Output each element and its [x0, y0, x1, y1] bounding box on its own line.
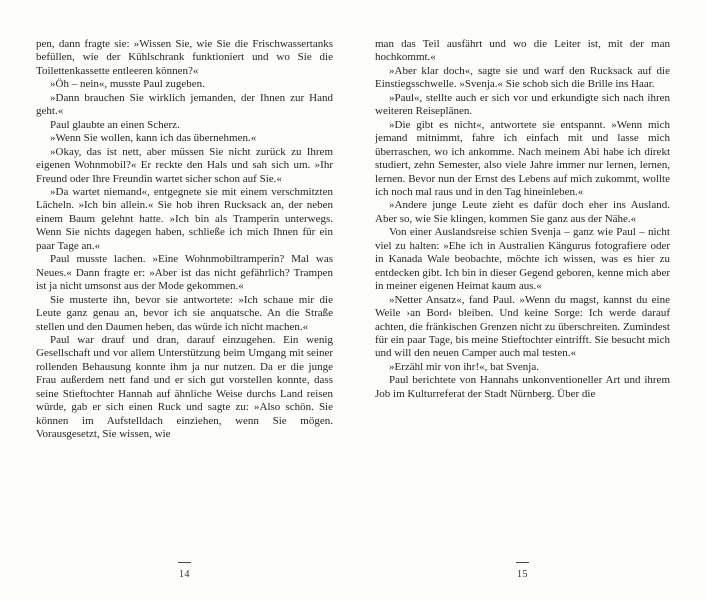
paragraph: pen, dann fragte sie: »Wissen Sie, wie Sie die Frischwassertanks befüllen, wie der Kühlschrank funktioniert und wo Sie die Toilettenkassette entleeren können?«	[36, 38, 333, 77]
paragraph: »Aber klar doch«, sagte sie und warf den Rucksack auf die Einstiegsschwelle. »Svenja.« Sie schob sich die Brille ins Haar.	[375, 64, 670, 91]
paragraph: Paul musste lachen. »Eine Wohnmobiltramperin? Mal was Neues.« Dann fragte er: »Aber ist das nicht gefährlich? Trampen ist ja nicht umsonst aus der Mode gekommen.«	[36, 253, 333, 293]
paragraph: »Öh – nein«, musste Paul zugeben.	[50, 78, 205, 91]
paragraph: »Die gibt es nicht«, antwortete sie entspannt. »Wenn mich jemand mitnimmt, fahre ich einfach mit und lasse mich überraschen, wo ich ankomme. Nach meinem Abi habe ich direkt studiert, zehn Semester, also viele Jahre immer nur lernen, lernen, lernen. Bevor nun der Ernst des Lebens auf mich zukommt, wollte ich noch mal raus und in den Tag hineinleben.«	[375, 118, 670, 198]
paragraph: »Da wartet niemand«, entgegnete sie mit einem verschmitzten Lächeln. »Ich bin allein.« Sie hob ihren Rucksack an, der neben einem Baum gelehnt hatte. »Ich bin als Tramperin unterwegs. Wenn Sie nichts dagegen haben, schließe ich mich Ihnen für ein paar Tage an.«	[36, 185, 333, 252]
paragraph: Von einer Auslandsreise schien Svenja – ganz wie Paul – nicht viel zu halten: »Ehe ich in Australien Kängurus fotografiere oder in Kanada Wale beobachte, möchte ich wissen, was es hier zu entdecken gibt. Ich bin in dieser Gegend geboren, kenne mich aber in meiner eigenen Heimat kaum aus.«	[375, 226, 670, 293]
paragraph: Sie musterte ihn, bevor sie antwortete: »Ich schaue mir die Leute ganz genau an, bevor ich sie anquatsche. An die Straße stellen und den Daumen heben, das würde ich nicht machen.«	[36, 293, 333, 333]
paragraph: Paul glaubte an einen Scherz.	[50, 118, 180, 131]
page-left-footer-rule	[178, 562, 191, 563]
page-right-footer	[375, 562, 670, 580]
page-left-number: 14	[179, 569, 190, 580]
paragraph: Paul war drauf und dran, darauf einzugehen. Ein wenig Gesellschaft und vor allem Unterstützung beim Umgang mit seiner rollenden Behausung konnte ihm ja nur nutzen. Da er die junge Frau außerdem nett fand und er sich gut vorstellen konnte, dass seine Stieftochter Hannah auf ähnliche Weise durchs Land reisen würde, gab er sich einen Ruck und sagte zu: »Also schön. Sie können im Aufstelldach einziehen, wenn Sie mögen. Vorausgesetzt, Sie wissen, wie	[36, 333, 333, 441]
page-left-text	[36, 38, 333, 542]
page-right-number: 15	[517, 569, 528, 580]
paragraph: »Paul«, stellte auch er sich vor und erkundigte sich nach ihren weiteren Reiseplänen.	[375, 91, 670, 118]
paragraph: »Netter Ansatz«, fand Paul. »Wenn du magst, kannst du eine Weile ›an Bord‹ bleiben. Und keine Sorge: Ich werde darauf achten, die fränkischen Grenzen nicht zu überschreiten. Zumindest für ein paar Tage, bis meine Stieftochter eintrifft. Sie besucht mich und will den neuen Camper auch mal testen.«	[375, 293, 670, 360]
paragraph: »Dann brauchen Sie wirklich jemanden, der Ihnen zur Hand geht.«	[36, 91, 333, 118]
page-left-footer	[36, 562, 333, 580]
page-right-footer-rule	[516, 562, 529, 563]
paragraph: »Wenn Sie wollen, kann ich das übernehmen.«	[50, 132, 257, 145]
paragraph: »Erzähl mir von ihr!«, bat Svenja.	[389, 360, 539, 373]
paragraph: »Okay, das ist nett, aber müssen Sie nicht zurück zu Ihrem eigenen Wohnmobil?« Er reckte den Hals und sah sich um. »Ihr Freund oder Ihre Freundin wartet sicher schon auf Sie.«	[36, 145, 333, 185]
paragraph: Paul berichtete von Hannahs unkonventioneller Art und ihrem Job im Kulturreferat der Stadt Nürnberg. Über die	[375, 374, 670, 400]
page-right	[353, 0, 706, 600]
page-right-text	[375, 38, 670, 542]
paragraph: »Andere junge Leute zieht es dafür doch eher ins Ausland. Aber so, wie Sie klingen, kommen Sie ganz aus der Nähe.«	[375, 199, 670, 225]
paragraph: man das Teil ausfährt und wo die Leiter ist, mit der man hochkommt.«	[375, 38, 670, 64]
